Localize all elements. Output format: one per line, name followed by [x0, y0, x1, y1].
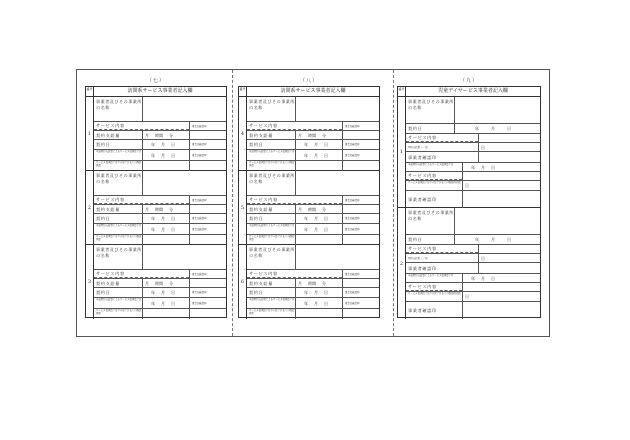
- service-content-label: サービス内容: [406, 172, 462, 180]
- used-amount-label: サービス提供終了月中の終了日までの既提供量: [96, 161, 142, 167]
- office-name-label: 事業者及びその事業所の名称: [96, 173, 142, 184]
- contract-date-value: 年 月 日: [295, 140, 342, 149]
- service-content-label: サービス内容: [247, 122, 342, 130]
- service-content-label: サービス内容: [406, 283, 462, 291]
- end-date-label: 当該契約支給量によるサービス提供終了日: [408, 274, 454, 277]
- contract-date-label: 契約日: [96, 290, 111, 295]
- office-name-label: 事業者及びその事業所の名称: [96, 99, 142, 110]
- panel-title: 児童デイサービス事業者記入欄: [438, 88, 508, 94]
- form-row: [247, 213, 379, 223]
- confirm-seal-label: 事業者確認印: [342, 196, 379, 204]
- confirm-seal-label: 事業者確認印: [342, 150, 379, 160]
- contract-amount-value: 月 時間 分: [142, 279, 189, 287]
- end-date-value: 年 月 日: [462, 274, 540, 282]
- office-name-label: 事業者及びその事業所の名称: [96, 247, 142, 258]
- cut-line: [393, 70, 394, 336]
- contract-amount-value: 日: [478, 143, 540, 151]
- form-row: [94, 195, 226, 204]
- form-row: [247, 160, 379, 171]
- office-name-value: [454, 97, 540, 123]
- confirm-seal-label: 事業者確認印: [189, 214, 226, 223]
- service-block: [398, 208, 540, 319]
- panel-table: [397, 86, 541, 318]
- seal-box: [478, 263, 540, 273]
- seal-box: [342, 279, 379, 287]
- used-days-value: 日: [462, 292, 540, 301]
- contract-amount-label: 契約支給量: [96, 132, 120, 138]
- office-name-label: 事業者及びその事業所の名称: [408, 99, 454, 110]
- contract-amount-value: 月 時間 分: [295, 279, 342, 287]
- office-name-label: 事業者及びその事業所の名称: [249, 173, 295, 184]
- service-block: [239, 171, 379, 245]
- contract-date-label: 契約日: [408, 126, 423, 131]
- service-content-label: サービス内容: [247, 270, 342, 278]
- block-number: 2: [86, 171, 94, 244]
- form-panel: [397, 77, 541, 318]
- panel-header: [86, 87, 226, 97]
- form-row: [247, 234, 379, 245]
- used-amount-label: サービス提供終了月中の終了日までの既提供量: [249, 235, 295, 241]
- contract-date-label: 契約日: [249, 290, 264, 295]
- contract-date-value: 年 月 日: [142, 140, 189, 149]
- seal-box: [189, 235, 226, 245]
- form-row: [247, 269, 379, 278]
- form-row: [406, 133, 540, 142]
- contract-amount-label: 契約支給量: [96, 280, 120, 286]
- form-row: [247, 130, 379, 139]
- confirm-seal-label: 事業者確認印: [342, 140, 379, 149]
- seal-box: [189, 279, 226, 287]
- contract-amount-label: 契約支給量（／月）: [408, 145, 430, 149]
- contract-date-value: 年 月 日: [454, 124, 540, 133]
- office-name-value: [142, 245, 226, 269]
- form-row: [247, 204, 379, 213]
- office-name-value: [295, 171, 379, 195]
- confirm-seal-label: 事業者確認印: [189, 140, 226, 149]
- form-row: [94, 171, 226, 195]
- panel-header: [398, 87, 540, 97]
- office-confirm-seal-label: 事業者確認印: [408, 154, 437, 160]
- used-amount-label: サービス提供終了月中の終了日までの既提供量: [249, 161, 295, 167]
- form-row: [94, 234, 226, 245]
- office-name-label: 事業者及びその事業所の名称: [249, 99, 295, 110]
- contract-amount-label: 契約支給量: [96, 206, 120, 212]
- form-row: [94, 223, 226, 234]
- number-column-header: 番号: [239, 87, 247, 96]
- seal-box: [342, 161, 379, 171]
- end-date-value: 年 月 日: [142, 150, 189, 160]
- form-row: [94, 245, 226, 269]
- contract-amount-label: 契約支給量: [249, 280, 273, 286]
- form-row: [406, 151, 540, 162]
- block-body: [94, 97, 226, 170]
- service-block: [398, 97, 540, 208]
- contract-date-value: 年 月 日: [454, 235, 540, 244]
- service-content-value: [462, 172, 540, 180]
- seal-box: [342, 309, 379, 319]
- number-column-header: 番号: [86, 87, 94, 96]
- service-content-label: サービス内容: [406, 245, 478, 253]
- form-row: [406, 97, 540, 123]
- form-row: [247, 171, 379, 195]
- service-block: [239, 97, 379, 171]
- office-confirm-seal-label: 事業者確認印: [408, 197, 437, 202]
- form-panel: [85, 77, 227, 318]
- end-date-label: 当該契約支給量によるサービス提供終了日: [96, 298, 142, 301]
- end-date-label: 当該契約支給量によるサービス提供終了日: [408, 163, 454, 166]
- used-days-label: サービス提供終了月中の終了日までの既提供日数: [408, 181, 461, 184]
- confirm-seal-label: 事業者確認印: [189, 196, 226, 204]
- contract-date-label: 契約日: [249, 142, 264, 147]
- form-row: [247, 97, 379, 121]
- used-amount-value: [295, 161, 342, 171]
- seal-box: [462, 302, 540, 319]
- end-date-label: 当該契約支給量によるサービス提供終了日: [249, 150, 295, 153]
- contract-amount-value: 日: [478, 254, 540, 262]
- form-row: [406, 142, 540, 151]
- form-row: [94, 121, 226, 130]
- used-amount-label: サービス提供終了月中の終了日までの既提供量: [96, 235, 142, 241]
- contract-amount-value: 月 時間 分: [295, 205, 342, 213]
- seal-box: [462, 191, 540, 208]
- office-name-value: [454, 208, 540, 234]
- end-date-label: 当該契約支給量によるサービス提供終了日: [249, 298, 295, 301]
- form-row: [406, 262, 540, 273]
- confirm-seal-label: 事業者確認印: [342, 224, 379, 234]
- form-row: [94, 278, 226, 287]
- end-date-value: 年 月 日: [295, 150, 342, 160]
- seal-box: [189, 309, 226, 319]
- end-date-value: 年 月 日: [142, 298, 189, 308]
- form-row: [94, 213, 226, 223]
- form-row: [94, 149, 226, 160]
- contract-date-value: 年 月 日: [295, 214, 342, 223]
- office-name-label: 事業者及びその事業所の名称: [408, 210, 454, 221]
- panel-number: （八）: [299, 78, 318, 84]
- service-block: [86, 97, 226, 171]
- used-amount-value: [142, 161, 189, 171]
- used-days-value: 日: [462, 181, 540, 190]
- office-name-value: [142, 171, 226, 195]
- confirm-seal-label: 事業者確認印: [189, 150, 226, 160]
- service-content-value: [478, 245, 540, 253]
- used-amount-value: [142, 235, 189, 245]
- block-body: [247, 171, 379, 244]
- seal-box: [342, 235, 379, 245]
- end-date-label: 当該契約支給量によるサービス提供終了日: [96, 224, 142, 227]
- confirm-seal-label: 事業者確認印: [342, 270, 379, 278]
- block-body: [247, 97, 379, 170]
- form-row: [94, 130, 226, 139]
- block-body: [247, 245, 379, 319]
- form-panel: [238, 77, 380, 318]
- form-row: [406, 234, 540, 244]
- used-amount-label: サービス提供終了月中の終了日までの既提供量: [96, 309, 142, 315]
- form-row: [94, 160, 226, 171]
- form-row: [406, 291, 540, 301]
- form-row: [247, 149, 379, 160]
- seal-box: [189, 161, 226, 171]
- block-number: 5: [239, 171, 247, 244]
- form-row: [94, 308, 226, 319]
- form-row: [94, 97, 226, 121]
- contract-date-label: 契約日: [249, 216, 264, 221]
- office-name-value: [295, 245, 379, 269]
- form-row: [94, 139, 226, 149]
- used-amount-value: [295, 309, 342, 319]
- contract-date-label: 契約日: [96, 142, 111, 147]
- end-date-value: 年 月 日: [295, 298, 342, 308]
- end-date-value: 年 月 日: [295, 224, 342, 234]
- office-confirm-seal-label: 事業者確認印: [408, 265, 437, 271]
- form-row: [406, 180, 540, 190]
- confirm-seal-label: 事業者確認印: [189, 270, 226, 278]
- block-body: [94, 245, 226, 319]
- panel-header: [239, 87, 379, 97]
- used-days-label: サービス提供終了月中の終了日までの既提供日数: [408, 292, 461, 295]
- office-name-value: [142, 97, 226, 121]
- form-row: [94, 269, 226, 278]
- form-row: [406, 123, 540, 133]
- confirm-seal-label: 事業者確認印: [342, 288, 379, 297]
- form-row: [247, 245, 379, 269]
- contract-date-value: 年 月 日: [295, 288, 342, 297]
- confirm-seal-label: 事業者確認印: [189, 288, 226, 297]
- confirm-seal-label: 事業者確認印: [342, 298, 379, 308]
- form-row: [247, 121, 379, 130]
- form-row: [94, 287, 226, 297]
- service-content-label: サービス内容: [247, 196, 342, 204]
- contract-amount-label: 契約支給量: [249, 132, 273, 138]
- form-row: [247, 223, 379, 234]
- block-number: 2: [398, 208, 406, 319]
- block-number: 4: [239, 97, 247, 170]
- panel-number: （九）: [459, 78, 478, 84]
- block-number: 1: [398, 97, 406, 207]
- service-content-label: サービス内容: [94, 122, 189, 130]
- block-body: [406, 208, 540, 319]
- confirm-seal-label: 事業者確認印: [189, 298, 226, 308]
- panel-title: 訪問系サービス事業者記入欄: [280, 88, 346, 94]
- seal-box: [478, 152, 540, 162]
- form-row: [406, 282, 540, 291]
- service-content-value: [462, 283, 540, 291]
- contract-date-value: 年 月 日: [142, 214, 189, 223]
- cut-line: [232, 70, 233, 336]
- service-block: [239, 245, 379, 319]
- seal-box: [342, 131, 379, 139]
- contract-date-label: 契約日: [96, 216, 111, 221]
- form-row: [406, 244, 540, 253]
- contract-amount-label: 契約支給量: [249, 206, 273, 212]
- panel-number: （七）: [146, 78, 165, 84]
- block-body: [406, 97, 540, 207]
- confirm-seal-label: 事業者確認印: [342, 214, 379, 223]
- form-row: [406, 162, 540, 171]
- office-confirm-seal-label: 事業者確認印: [408, 308, 437, 313]
- contract-amount-value: 月 時間 分: [295, 131, 342, 139]
- form-row: [406, 208, 540, 234]
- end-date-value: 年 月 日: [462, 163, 540, 171]
- number-column-header: 番号: [398, 87, 406, 96]
- confirm-seal-label: 事業者確認印: [189, 224, 226, 234]
- form-row: [247, 195, 379, 204]
- form-row: [406, 190, 540, 208]
- contract-amount-value: 月 時間 分: [142, 131, 189, 139]
- form-row: [247, 297, 379, 308]
- form-row: [406, 253, 540, 262]
- form-row: [247, 287, 379, 297]
- service-content-label: サービス内容: [406, 134, 478, 142]
- used-amount-value: [142, 309, 189, 319]
- service-content-value: [478, 134, 540, 142]
- contract-date-value: 年 月 日: [142, 288, 189, 297]
- seal-box: [342, 205, 379, 213]
- service-block: [86, 171, 226, 245]
- form-row: [247, 278, 379, 287]
- form-row: [94, 204, 226, 213]
- form-row: [247, 139, 379, 149]
- service-content-label: サービス内容: [94, 196, 189, 204]
- confirm-seal-label: 事業者確認印: [189, 122, 226, 130]
- contract-amount-value: 月 時間 分: [142, 205, 189, 213]
- block-number: 1: [86, 97, 94, 170]
- panel-table: [85, 86, 227, 318]
- service-content-label: サービス内容: [94, 270, 189, 278]
- seal-box: [189, 205, 226, 213]
- form-row: [406, 273, 540, 282]
- contract-date-label: 契約日: [408, 237, 423, 242]
- form-row: [247, 308, 379, 319]
- office-name-label: 事業者及びその事業所の名称: [249, 247, 295, 258]
- block-number: 3: [86, 245, 94, 319]
- contract-amount-label: 契約支給量（／月）: [408, 256, 430, 260]
- service-block: [86, 245, 226, 319]
- form-row: [406, 171, 540, 180]
- form-row: [94, 297, 226, 308]
- block-body: [94, 171, 226, 244]
- block-number: 6: [239, 245, 247, 319]
- used-amount-value: [295, 235, 342, 245]
- end-date-value: 年 月 日: [142, 224, 189, 234]
- used-amount-label: サービス提供終了月中の終了日までの既提供量: [249, 309, 295, 315]
- end-date-label: 当該契約支給量によるサービス提供終了日: [96, 150, 142, 153]
- panel-title: 訪問系サービス事業者記入欄: [127, 88, 193, 94]
- confirm-seal-label: 事業者確認印: [342, 122, 379, 130]
- office-name-value: [295, 97, 379, 121]
- form-row: [406, 301, 540, 319]
- end-date-label: 当該契約支給量によるサービス提供終了日: [249, 224, 295, 227]
- panel-table: [238, 86, 380, 318]
- seal-box: [189, 131, 226, 139]
